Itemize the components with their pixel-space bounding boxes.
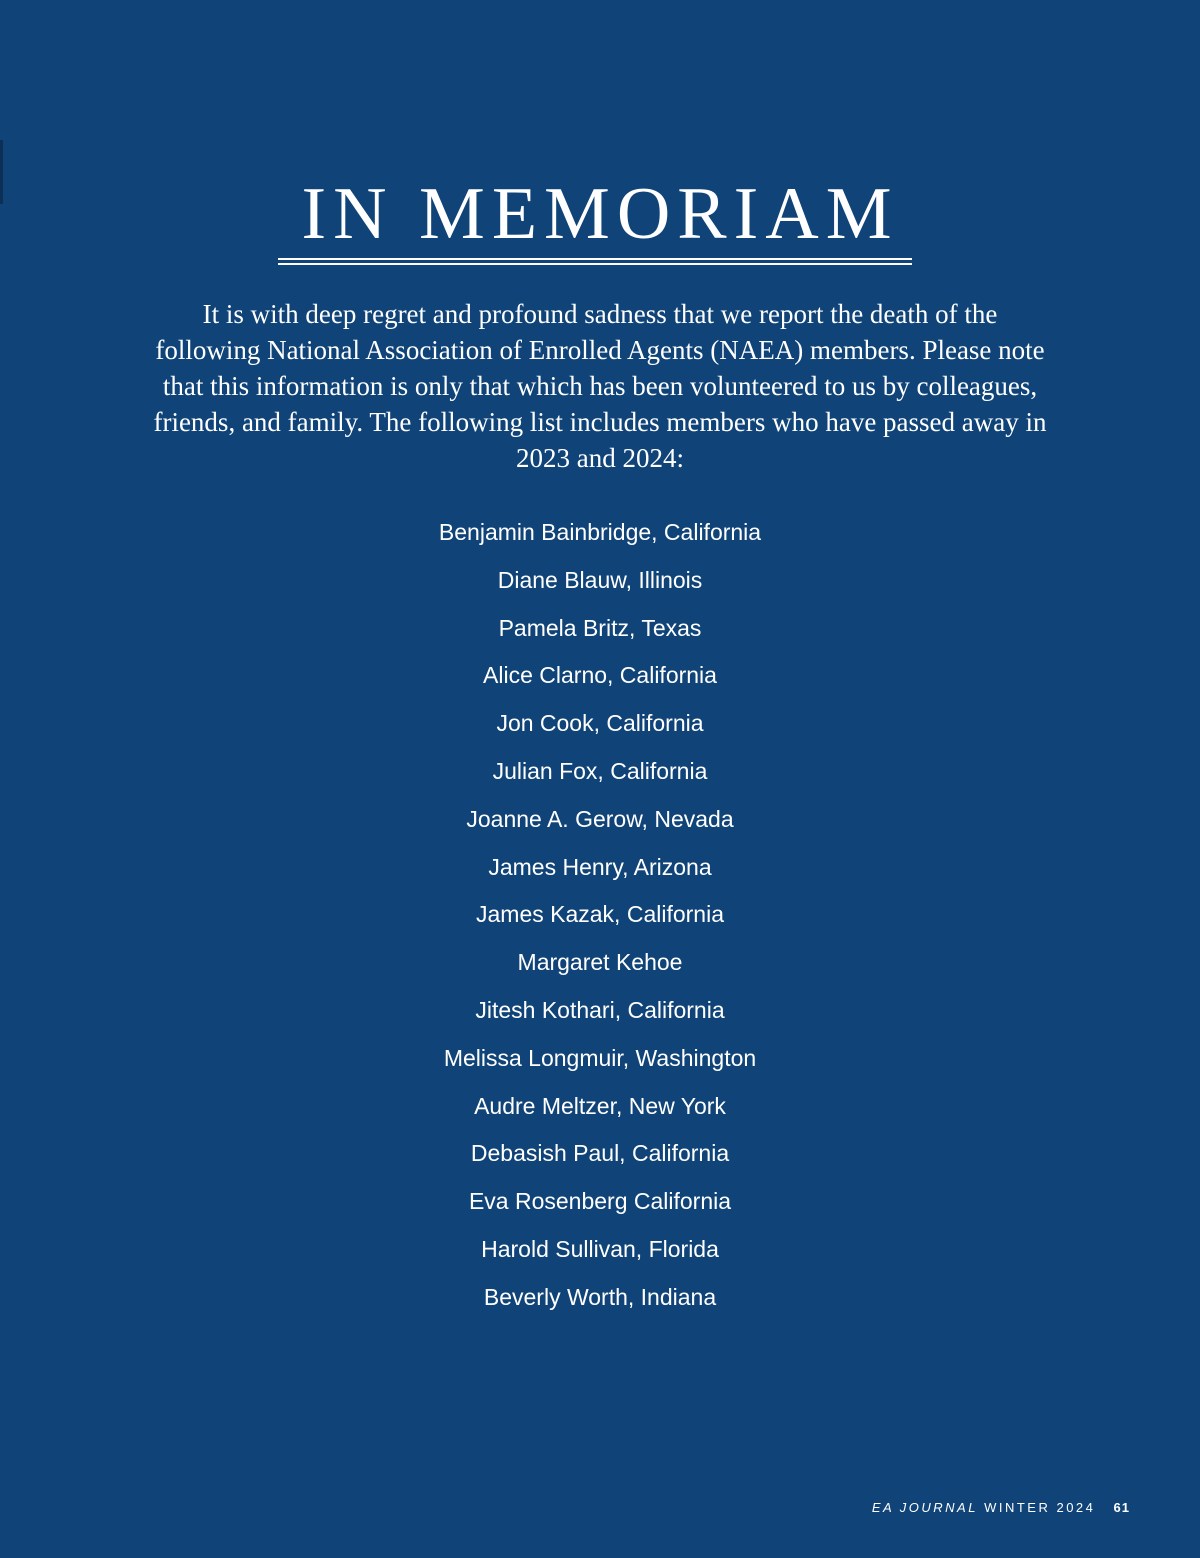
list-item: Alice Clarno, California [483,662,717,689]
list-item: Jitesh Kothari, California [475,996,725,1023]
list-item: James Henry, Arizona [488,853,712,880]
list-item: Melissa Longmuir, Washington [443,1044,757,1071]
footer-page-number: 61 [1113,1500,1130,1515]
list-item: Jon Cook, California [496,710,704,737]
list-item: Harold Sullivan, Florida [481,1235,719,1262]
list-item: Beverly Worth, Indiana [483,1283,717,1310]
footer-journal-name: EA JOURNAL [871,1500,978,1515]
page-title: IN MEMORIAM [301,173,899,255]
list-item: Pamela Britz, Texas [498,614,702,641]
list-item: Debasish Paul, California [470,1140,730,1167]
intro-paragraph: It is with deep regret and profound sadness that we report the death of the following National Association of Enrolled Agents (NAEA) members. Please note that this information is only that which has been volunteered to us by colleagues, friends, and family. The following list includes members who have passed away in 2023 and 2024: [153,299,1047,473]
list-item: Julian Fox, California [492,757,708,784]
list-item: Benjamin Bainbridge, California [438,519,762,545]
title-rule-bottom [278,263,912,265]
list-item: Audre Meltzer, New York [474,1092,726,1119]
list-item: James Kazak, California [476,901,724,928]
list-item: Joanne A. Gerow, Nevada [466,805,734,832]
title-rule-top [278,258,912,260]
list-item: Eva Rosenberg California [468,1188,732,1215]
list-item: Margaret Kehoe [517,949,683,976]
list-item: Diane Blauw, Illinois [497,566,703,593]
member-list [0,513,1200,1326]
footer-issue: WINTER 2024 [984,1500,1096,1515]
page-footer [872,1500,1130,1515]
